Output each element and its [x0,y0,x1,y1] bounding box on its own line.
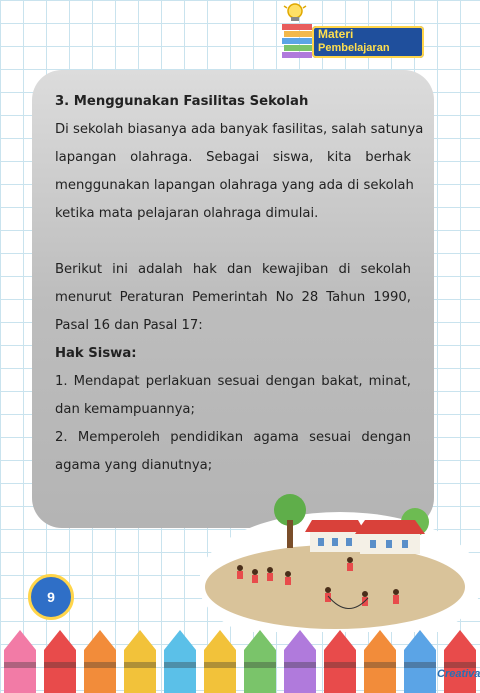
crayon-body [164,650,196,693]
para1-line: menggunakan lapangan olahraga yang ada di sekolah [55,178,414,193]
section-heading: 3. Menggunakan Fasilitas Sekolah [55,94,309,109]
crayon-band [4,662,36,668]
para1-line: lapangan olahraga. Sebagai siswa, kita berhak [55,150,411,165]
badge-title: Materi [318,27,354,41]
crayon-band [44,662,76,668]
para2-line: menurut Peraturan Pemerintah No 28 Tahun 1990, [55,290,411,305]
rights-line: agama yang dianutnya; [55,458,213,473]
crayon-tip [4,630,36,650]
crayon-band [244,662,276,668]
crayon-body [284,650,316,693]
crayon-tip [84,630,116,650]
crayon-band [324,662,356,668]
crayon-tip [124,630,156,650]
crayon-body [124,650,156,693]
para2-line: Pasal 16 dan Pasal 17: [55,318,203,333]
crayon-body [404,650,436,693]
page-number: 9 [28,574,74,620]
school-playground-illustration [200,492,480,632]
crayon-band [84,662,116,668]
crayon-band [124,662,156,668]
crayon-tip [284,630,316,650]
books-icon [282,24,312,58]
crayon-body [324,650,356,693]
rights-line: 2. Memperoleh pendidikan agama sesuai dengan [55,430,411,445]
lightbulb-icon [284,4,306,21]
crayon-body [204,650,236,693]
crayon-band [404,662,436,668]
crayon-body [4,650,36,693]
para1-line: Di sekolah biasanya ada banyak fasilitas, salah satunya [55,122,424,137]
crayon-band [364,662,396,668]
rights-line: dan kemampuannya; [55,402,195,417]
rights-line: 1. Mendapat perlakuan sesuai dengan bakat, minat, [55,374,411,389]
crayon-tip [244,630,276,650]
crayon-tip [444,630,476,650]
para2-line: Berikut ini adalah hak dan kewajiban di sekolah [55,262,411,277]
crayon-body [244,650,276,693]
crayon-tip [164,630,196,650]
para1-line: ketika mata pelajaran olahraga dimulai. [55,206,319,221]
badge-subtitle: Pembelajaran [318,42,390,54]
rights-heading: Hak Siswa: [55,346,137,361]
crayon-tip [404,630,436,650]
crayon-band [164,662,196,668]
crayon-band [284,662,316,668]
crayon-band [204,662,236,668]
crayon-tip [324,630,356,650]
crayon-tip [204,630,236,650]
crayon-body [364,650,396,693]
crayon-row [0,628,480,693]
crayon-body [44,650,76,693]
crayon-tip [44,630,76,650]
content-text [55,88,424,480]
publisher-logo-text: Creativa [437,668,480,680]
crayon-body [84,650,116,693]
crayon-tip [364,630,396,650]
